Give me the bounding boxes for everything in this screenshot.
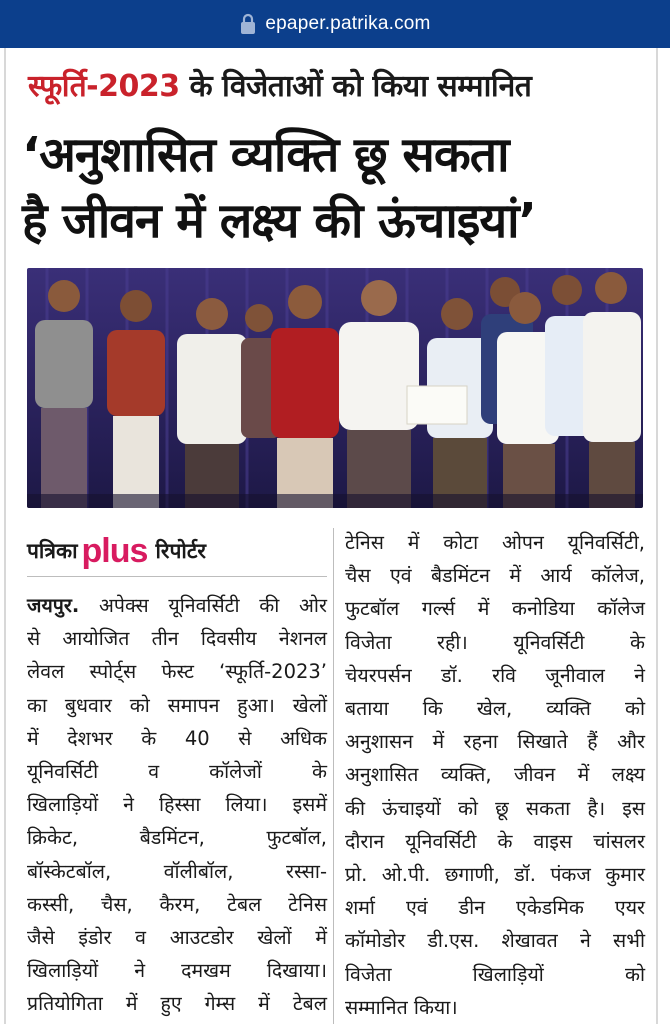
text-line: का बुधवार को समापन हुआ। खेलों xyxy=(27,693,327,717)
byline-plus-logo: plus xyxy=(81,531,148,570)
text-line: बताया कि खेल, व्यक्ति को xyxy=(345,697,645,721)
lock-icon xyxy=(239,13,257,35)
kicker-highlight: स्फूर्ति-2023 xyxy=(28,69,180,104)
text-line: दौरान यूनिवर्सिटी के वाइस चांसलर xyxy=(345,829,645,853)
text-line: सम्मानित किया। xyxy=(345,995,458,1019)
text-line: की ऊंचाइयों को छू सकता है। इस xyxy=(345,796,645,820)
text-line: से आयोजित तीन दिवसीय नेशनल xyxy=(27,627,327,651)
page-edge-left xyxy=(4,48,6,1024)
text-line: विजेता रही। यूनिवर्सिटी के xyxy=(345,630,645,654)
text-line: खिलाड़ियों ने दमखम दिखाया। xyxy=(27,959,327,983)
column-divider xyxy=(333,528,334,1024)
text-line: खिलाड़ियों ने हिस्सा लिया। इसमें xyxy=(27,793,327,817)
text-line: फुटबॉल गर्ल्स में कनोडिया कॉलेज xyxy=(345,597,645,621)
text-line: टेनिस में कोटा ओपन यूनिवर्सिटी, xyxy=(345,531,645,554)
text-line: प्रतियोगिता में हुए गेम्स में टेबल xyxy=(27,992,327,1016)
text-line: शर्मा एवं डीन एकेडमिक एयर xyxy=(345,896,645,920)
browser-address-bar[interactable] xyxy=(0,0,670,48)
text-line: जयपुर. अपेक्स यूनिवर्सिटी की ओर xyxy=(27,594,327,617)
byline xyxy=(27,526,327,576)
article-photo xyxy=(27,268,643,508)
text-line: चैस एवं बैडमिंटन में आर्य कॉलेज, xyxy=(345,564,645,588)
headline-line: है जीवन में लक्ष्य की ऊंचाइयां’ xyxy=(22,193,536,249)
text-line: में देशभर के 40 से अधिक xyxy=(27,726,327,750)
text-line: बॉस्केटबॉल, वॉलीबॉल, रस्सा- xyxy=(27,859,327,883)
kicker-text: के विजेताओं को किया सम्मानित xyxy=(179,69,532,104)
photo-award-ceremony xyxy=(27,268,643,508)
article-column-left xyxy=(27,526,327,1021)
headline-line: ‘अनुशासित व्यक्ति छू सकता xyxy=(22,127,509,183)
text-line: चेयरपर्सन डॉ. रवि जूनीवाल ने xyxy=(345,663,645,687)
text-line: विजेता खिलाड़ियों को xyxy=(345,962,645,986)
text-line: जैसे इंडोर व आउटडोर खेलों में xyxy=(27,926,327,950)
article-kicker xyxy=(28,64,628,105)
text-line: अनुशासन में रहना सिखाते हैं और xyxy=(345,730,645,754)
text-line: कस्सी, चैस, कैरम, टेबल टेनिस xyxy=(27,892,327,916)
article-column-right xyxy=(345,526,645,1024)
dateline: जयपुर. xyxy=(27,594,80,617)
text-line: अनुशासित व्यक्ति, जीवन में लक्ष्य xyxy=(345,763,645,787)
byline-role: रिपोर्टर xyxy=(155,539,207,563)
article-headline xyxy=(22,122,642,254)
byline-divider xyxy=(27,576,327,577)
text-line: लेवल स्पोर्ट्स फेस्ट ‘स्फूर्ति-2023’ xyxy=(27,660,327,684)
url-text[interactable]: epaper.patrika.com xyxy=(265,13,431,34)
article-body-right xyxy=(345,526,645,1024)
text-line: यूनिवर्सिटी व कॉलेजों के xyxy=(27,760,327,784)
text-line: क्रिकेट, बैडमिंटन, फुटबॉल, xyxy=(27,826,327,850)
article-body-left xyxy=(27,589,327,1021)
page-edge-right xyxy=(656,48,658,1024)
newspaper-clipping xyxy=(0,48,670,1024)
byline-brand: पत्रिका xyxy=(27,539,78,563)
text-line: प्रो. ओ.पी. छगाणी, डॉ. पंकज कुमार xyxy=(345,863,645,887)
text-line: कॉमोडोर डी.एस. शेखावत ने सभी xyxy=(345,929,645,953)
